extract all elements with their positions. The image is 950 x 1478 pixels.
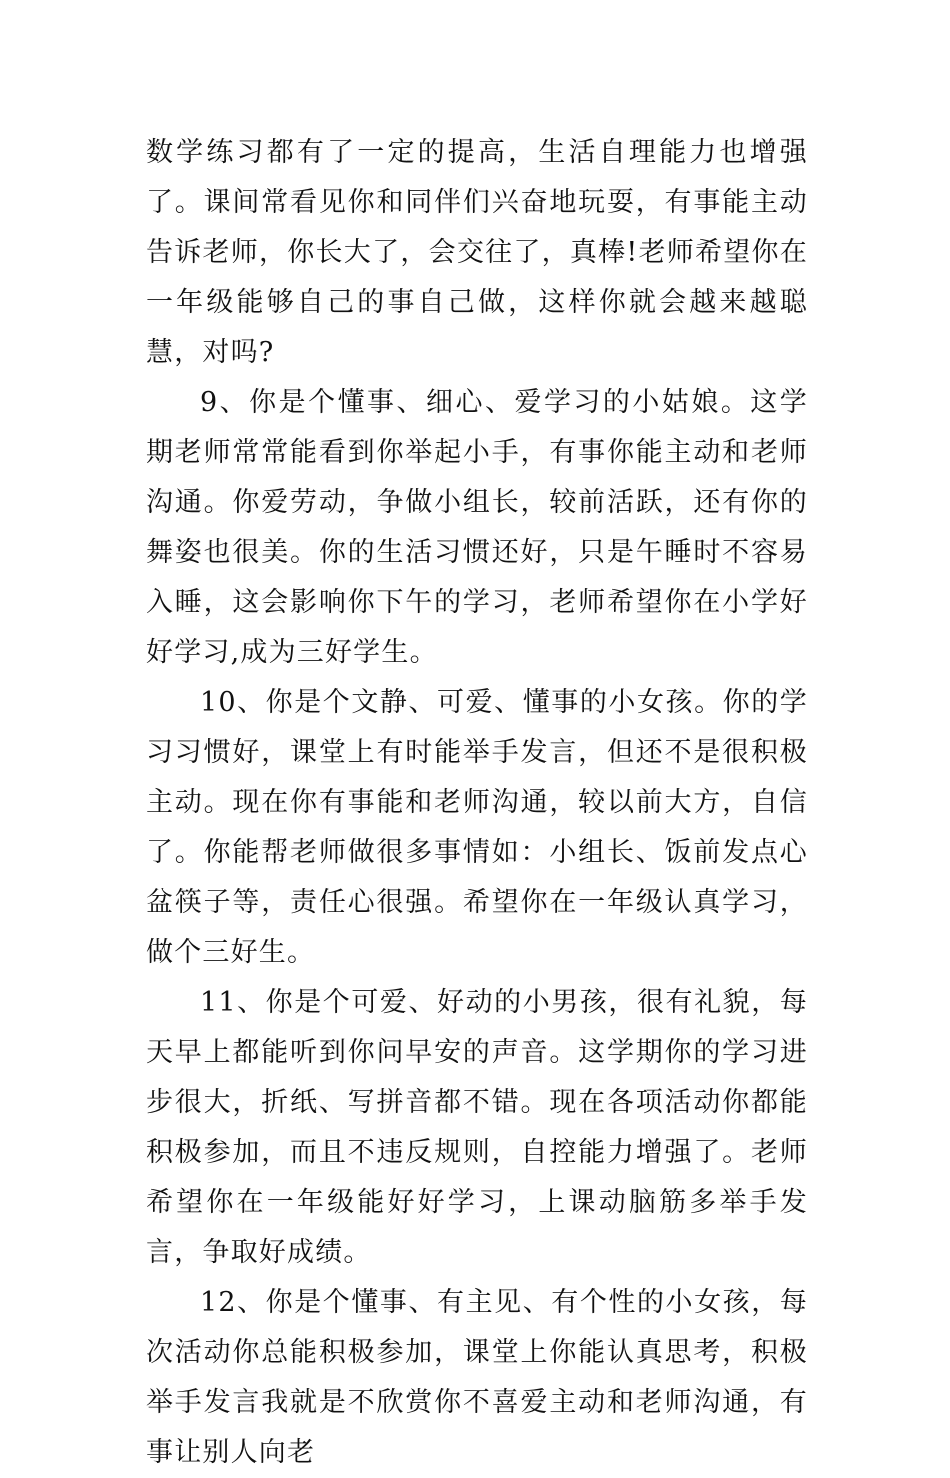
document-page: [146, 128, 808, 1478]
paragraph-comment-12: 12、你是个懂事、有主见、有个性的小女孩，每次活动你总能积极参加，课堂上你能认真思考，积极举手发言我就是不欣赏你不喜爱主动和老师沟通，有事让别人向老: [146, 1287, 808, 1468]
paragraph-comment-11: 11、你是个可爱、好动的小男孩，很有礼貌，每天早上都能听到你问早安的声音。这学期你的学习进步很大，折纸、写拼音都不错。现在各项活动你都能积极参加，而且不违反规则，自控能力增强了。老师希望你在一年级能好好学习，上课动脑筋多举手发言，争取好成绩。: [146, 987, 808, 1268]
paragraph-comment-10: 10、你是个文静、可爱、懂事的小女孩。你的学习习惯好，课堂上有时能举手发言，但还不是很积极主动。现在你有事能和老师沟通，较以前大方，自信了。你能帮老师做很多事情如：小组长、饭前发点心盆筷子等，责任心很强。希望你在一年级认真学习，做个三好生。: [146, 687, 808, 968]
paragraph-comment-9: 9、你是个懂事、细心、爱学习的小姑娘。这学期老师常常能看到你举起小手，有事你能主动和老师沟通。你爱劳动，争做小组长，较前活跃，还有你的舞姿也很美。你的生活习惯还好，只是午睡时不容易入睡，这会影响你下午的学习，老师希望你在小学好好学习,成为三好学生。: [146, 387, 808, 668]
paragraph-continuation: 数学练习都有了一定的提高，生活自理能力也增强了。课间常看见你和同伴们兴奋地玩耍，有事能主动告诉老师，你长大了，会交往了，真棒!老师希望你在一年级能够自己的事自己做，这样你就会越来越聪慧，对吗?: [146, 137, 808, 368]
